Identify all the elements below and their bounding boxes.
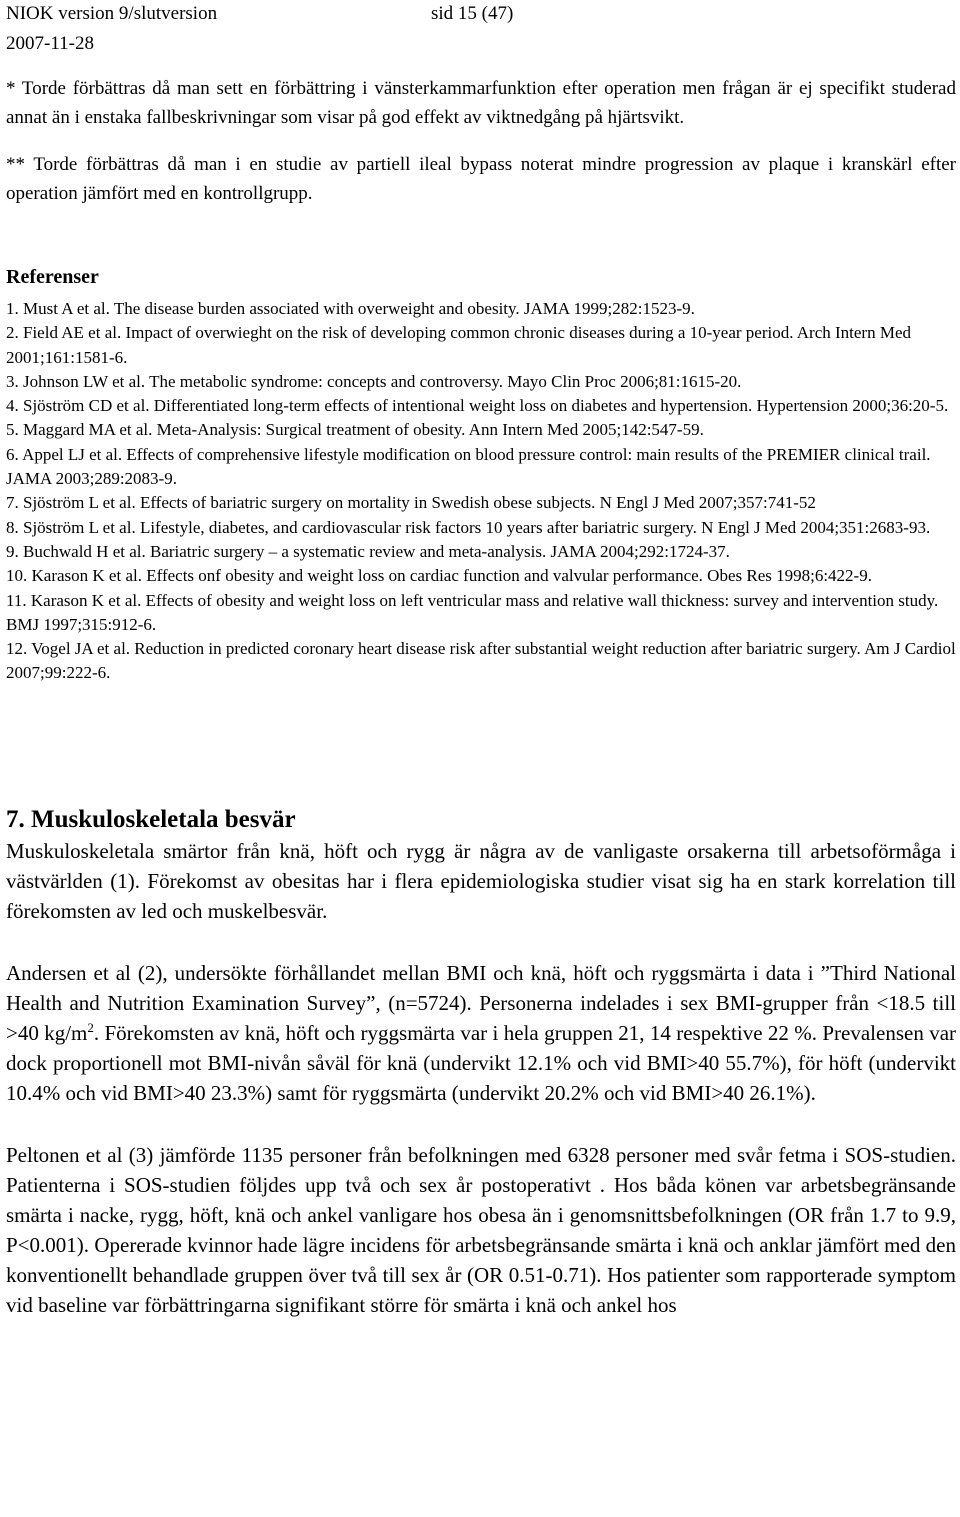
reference-item: 2. Field AE et al. Impact of overwieght on the risk of developing common chronic diseases during a 10-year period. Arch Intern Med 2001;161:1581-6. [6, 323, 912, 367]
reference-item: 1. Must A et al. The disease burden associated with overweight and obesity. JAMA 1999;282:1523-9. [6, 299, 695, 318]
footnote-single-asterisk: * Torde förbättras då man sett en förbättring i vänsterkammarfunktion efter operation men frågan är ej specifikt studerad annat än i enstaka fallbeskrivningar som visar på god effekt av viktnedgång på hjärtsvikt. [6, 78, 956, 128]
reference-item: 7. Sjöström L et al. Effects of bariatric surgery on mortality in Swedish obese subjects. N Engl J Med 2007;357:741-52 [6, 493, 816, 513]
page-number: sid 15 (47) [431, 3, 514, 24]
reference-item: 12. Vogel JA et al. Reduction in predicted coronary heart disease risk after substantial weight reduction after bariatric surgery. Am J Cardiol 2007;99:222-6. [6, 639, 956, 683]
reference-list [6, 297, 956, 686]
reference-item: 11. Karason K et al. Effects of obesity and weight loss on left ventricular mass and relative wall thickness: survey and intervention study. BMJ 1997;315:912-6. [6, 590, 939, 634]
reference-item: 4. Sjöström CD et al. Differentiated long-term effects of intentional weight loss on diabetes and hypertension. Hypertension 2000;36:20-5. [6, 396, 949, 416]
document-page [6, 0, 956, 1320]
reference-item: 9. Buchwald H et al. Bariatric surgery – a systematic review and meta-analysis. JAMA 2004;292:1724-37. [6, 541, 730, 561]
reference-item: 8. Sjöström L et al. Lifestyle, diabetes, and cardiovascular risk factors 10 years after bariatric surgery. N Engl J Med 2004;351:2683-93. [6, 517, 931, 537]
reference-item: 10. Karason K et al. Effects onf obesity and weight loss on cardiac function and valvular performance. Obes Res 1998;6:422-9. [6, 566, 872, 586]
superscript-exponent: 2 [87, 1019, 94, 1035]
reference-item: 6. Appel LJ et al. Effects of comprehensive lifestyle modification on blood pressure control: main results of the PREMIER clinical trail. JAMA 2003;289:2083-9. [6, 444, 931, 489]
reference-item: 3. Johnson LW et al. The metabolic syndrome: concepts and controversy. Mayo Clin Proc 2006;81:1615-20. [6, 371, 742, 391]
section-paragraph-3: Peltonen et al (3) jämförde 1135 personer från befolkningen med 6328 personer med svår fetma i SOS-studien. Patienterna i SOS-studien följdes upp två och sex år postoperativt . Hos båda könen var arbetsbegränsande smärta i nacke, rygg, höft, knä och ankel vanligare hos obesa än i genomsnittsbefolkningen (OR från 1.7 to 9.9, P<0.001). Opererade kvinnor hade lägre incidens för arbetsbegränsande smärta i knä och anklar jämfört med den konventionellt behandlade gruppen över två till sex år (OR 0.51-0.71). Hos patienter som rapporterade symptom vid baseline var förbättringarna signifikant större för smärta i knä och ankel hos [6, 1142, 956, 1317]
references-heading: Referenser [6, 266, 99, 288]
document-date: 2007-11-28 [6, 33, 94, 54]
document-version: NIOK version 9/slutversion [6, 3, 218, 24]
section-paragraph-2: Andersen et al (2), undersökte förhållandet mellan BMI och knä, höft och ryggsmärta i data i ”Third National Health and Nutrition Examination Survey”, (n=5724). Personerna indelades i sex BMI-grupper från <18.5 till >40 $kg/m^2$. Förekomsten av knä, höft och ryggsmärta var i hela gruppen 21, 14 respektive 22 %. Prevalensen var dock proportionell mot BMI-nivån såväl för knä (undervikt 12.1% och vid BMI>40 55.7%), för höft (undervikt 10.4% och vid BMI>40 23.3%) samt för ryggsmärta (undervikt 20.2% och vid BMI>40 26.1%). [6, 960, 957, 1105]
section-title: 7. Muskuloskeletala besvär [6, 805, 296, 833]
reference-item: 5. Maggard MA et al. Meta-Analysis: Surgical treatment of obesity. Ann Intern Med 2005;142:547-59. [6, 420, 704, 440]
section-paragraph-1: Muskuloskeletala smärtor från knä, höft och rygg är några av de vanligaste orsakerna till arbetsoförmåga i västvärlden (1). Förekomst av obesitas har i flera epidemiologiska studier visat sig ha en stark korrelation till förekomsten av led och muskelbesvär. [6, 838, 956, 923]
footnote-double-asterisk: ** Torde förbättras då man i en studie av partiell ileal bypass noterat mindre progression av plaque i kranskärl efter operation jämfört med en kontrollgrupp. [6, 154, 956, 204]
page-header [6, 0, 956, 62]
